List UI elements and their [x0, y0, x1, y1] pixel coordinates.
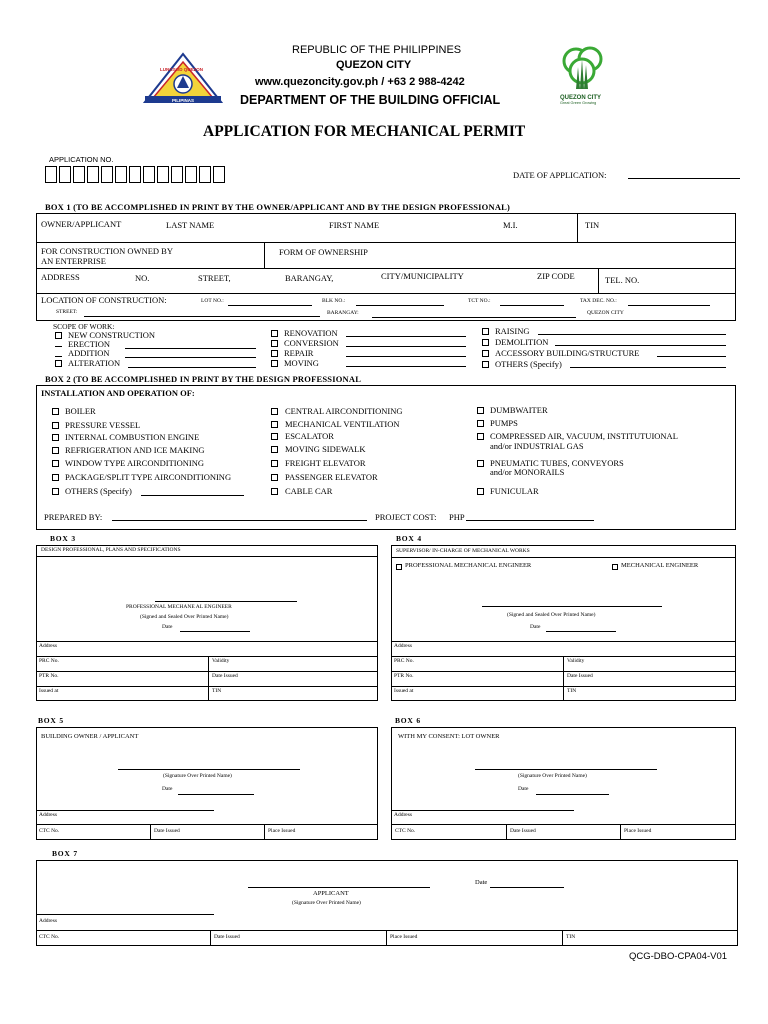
lot-no-label: LOT NO.: [201, 298, 224, 304]
form-of-ownership-label: FORM OF OWNERSHIP [279, 247, 368, 257]
date-of-application-label: DATE OF APPLICATION: [513, 170, 607, 180]
box5-date: Date [162, 786, 173, 792]
application-no-label: APPLICATION NO. [49, 155, 114, 164]
box7-signature: (Signature Over Printed Name) [292, 900, 361, 906]
box7-address: Address [39, 918, 58, 924]
box3-date: Date [162, 624, 173, 630]
box7-ctc: CTC No. [39, 934, 60, 940]
first-name-label: FIRST NAME [329, 220, 380, 230]
barangay2-field[interactable] [372, 317, 576, 318]
box3-signer: PROFESSIONAL MECHANE AL ENGINEER [126, 604, 232, 610]
box4-address: Address [394, 643, 413, 649]
city-seal [143, 52, 223, 104]
box7-date: Date [475, 879, 488, 886]
tct-no-label: TCT NO.: [468, 298, 491, 304]
box1-heading: BOX 1 (TO BE ACCOMPLISHED IN PRINT BY THE OWNER/APPLICANT AND BY THE DESIGN PROFESSIONAL) [45, 202, 511, 212]
address-city-label: CITY/MUNICIPALITY [381, 271, 464, 281]
box3-tin: TIN [212, 688, 222, 694]
qc-logo-text: QUEZON CITY [560, 95, 602, 101]
lot-no-field[interactable] [228, 305, 312, 306]
box4-date-issued: Date Issued [567, 673, 593, 679]
box4-heading: BOX 4 [396, 534, 422, 543]
box6-date: Date [518, 786, 529, 792]
prepared-by-field[interactable] [112, 520, 367, 521]
box3-issued-at: Issued at [39, 688, 59, 694]
box5-address: Address [39, 812, 58, 818]
date-of-application-field[interactable] [628, 178, 740, 179]
box6-subheading: WITH MY CONSENT: LOT OWNER [398, 733, 500, 740]
box4-signed: (Signed and Sealed Over Printed Name) [507, 612, 596, 618]
installation-label: INSTALLATION AND OPERATION OF: [41, 388, 195, 398]
seal-text-top: LUNGSOD QUEZON [160, 67, 204, 72]
header-department: DEPARTMENT OF THE BUILDING OFFICIAL [240, 93, 501, 107]
box7-date-field[interactable] [490, 887, 564, 888]
box3-signed: (Signed and Sealed Over Printed Name) [140, 614, 229, 620]
street2-label: STREET: [56, 309, 78, 315]
street2-field[interactable] [84, 316, 320, 317]
box3-heading: BOX 3 [50, 534, 76, 543]
box4-validity: Validity [567, 658, 585, 664]
box3-date-field[interactable] [180, 631, 250, 632]
address-street-label: STREET, [198, 273, 231, 283]
box7-date-issued: Date Issued [214, 934, 240, 940]
construction-owned-label-2: AN ENTERPRISE [41, 256, 106, 266]
box3-date-issued: Date Issued [212, 673, 238, 679]
box5-date-issued: Date Issued [154, 828, 180, 834]
header-city: QUEZON CITY [336, 59, 412, 71]
project-cost-field[interactable] [466, 520, 594, 521]
box6-heading: BOX 6 [395, 716, 421, 725]
owner-applicant-label: OWNER/APPLICANT [41, 219, 122, 229]
box7 [36, 860, 738, 946]
prepared-by-label: PREPARED BY: [44, 512, 103, 522]
mi-label: M.I. [503, 220, 518, 230]
address-zip-label: ZIP CODE [537, 271, 575, 281]
box3-ptr: PTR No. [39, 673, 59, 679]
header-website: www.quezoncity.gov.ph / +63 2 988-4242 [255, 76, 465, 88]
header-republic: REPUBLIC OF THE PHILIPPINES [292, 44, 462, 56]
qc-logo-tagline: Great Green Growing [560, 101, 597, 105]
project-cost-label: PROJECT COST: [375, 512, 437, 522]
box7-place-issued: Place Issued [390, 934, 418, 940]
address-barangay-label: BARANGAY, [285, 273, 334, 283]
box7-heading: BOX 7 [52, 849, 78, 858]
box6-place-issued: Place Issued [624, 828, 652, 834]
box7-applicant: APPLICANT [313, 890, 349, 897]
box4-date-field[interactable] [546, 631, 616, 632]
box6-date-issued: Date Issued [510, 828, 536, 834]
page-title: APPLICATION FOR MECHANICAL PERMIT [203, 123, 526, 140]
box3-address: Address [39, 643, 58, 649]
box4-ptr: PTR No. [394, 673, 414, 679]
blk-no-label: BLK NO.: [322, 298, 346, 304]
box4-date: Date [530, 624, 541, 630]
barangay2-label: BARANGAY: [327, 310, 359, 316]
last-name-label: LAST NAME [166, 220, 215, 230]
box7-tin: TIN [566, 934, 576, 940]
tax-dec-field[interactable] [628, 305, 710, 306]
tel-no-label: TEL. NO. [605, 275, 640, 285]
box3 [36, 545, 378, 701]
box3-prc: PRC No. [39, 658, 59, 664]
form-code: QCG-DBO-CPA04-V01 [629, 951, 728, 962]
address-no-label: NO. [135, 273, 150, 283]
seal-text-bottom: PILIPINAS [172, 98, 195, 103]
box5-subheading: BUILDING OWNER / APPLICANT [41, 733, 139, 740]
box4-tin: TIN [567, 688, 577, 694]
scope-of-work-label: SCOPE OF WORK: [53, 322, 115, 331]
box5-date-field[interactable] [178, 794, 254, 795]
construction-owned-label-1: FOR CONSTRUCTION OWNED BY [41, 246, 173, 256]
tct-no-field[interactable] [500, 305, 564, 306]
box4-issued-at: Issued at [394, 688, 414, 694]
box6-date-field[interactable] [536, 794, 609, 795]
box6-signature: (Signature Over Printed Name) [518, 773, 587, 779]
box6-ctc: CTC No. [395, 828, 416, 834]
tax-dec-label: TAX DEC. NO.: [580, 298, 617, 304]
box3-validity: Validity [212, 658, 230, 664]
blk-no-field[interactable] [356, 305, 444, 306]
box4-prc: PRC No. [394, 658, 414, 664]
box2-heading: BOX 2 (TO BE ACCOMPLISHED IN PRINT BY THE DESIGN PROFESSIONAL [45, 374, 362, 384]
box3-subheading: DESIGN PROFESSIONAL, PLANS AND SPECIFICATIONS [41, 547, 181, 553]
quezon-city-label: QUEZON CITY [587, 310, 624, 316]
box6-address: Address [394, 812, 413, 818]
location-label: LOCATION OF CONSTRUCTION: [41, 295, 167, 305]
php-label: PHP [449, 512, 465, 522]
qc-logo [556, 45, 608, 93]
box5-signature: (Signature Over Printed Name) [163, 773, 232, 779]
tin-label: TIN [585, 220, 600, 230]
box5-place-issued: Place Issued [268, 828, 296, 834]
address-label: ADDRESS [41, 272, 80, 282]
box5-heading: BOX 5 [38, 716, 64, 725]
box4-subheading: SUPERVISOR/ IN-CHARGE OF MECHANICAL WORKS [396, 548, 530, 554]
box5-ctc: CTC No. [39, 828, 60, 834]
